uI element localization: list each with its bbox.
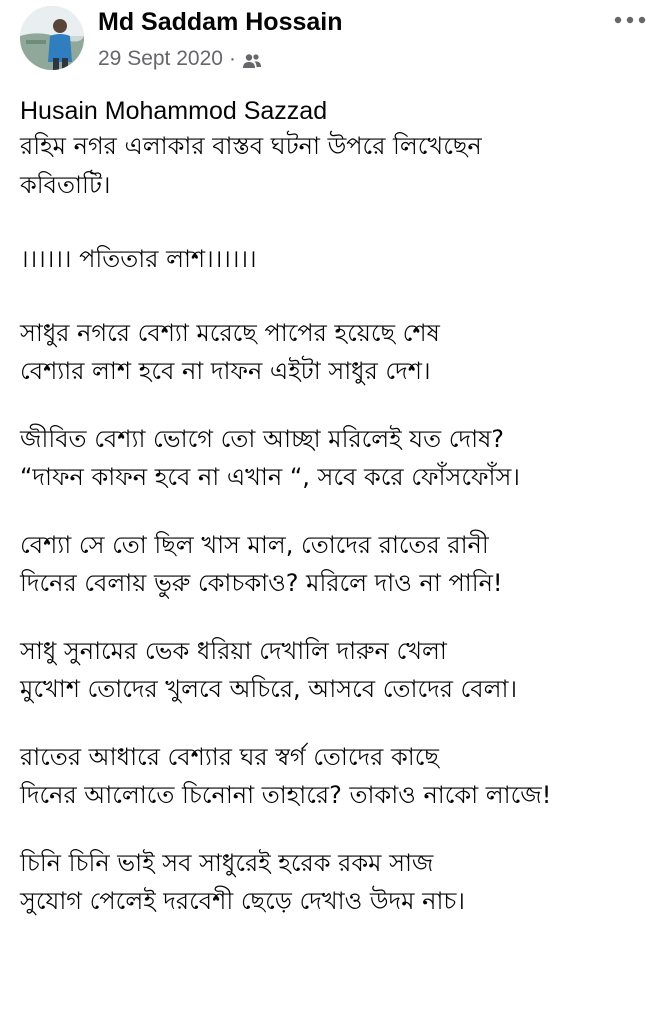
- author-avatar[interactable]: [20, 6, 84, 70]
- stanza-line: জীবিত বেশ্যা ভোগে তো আচ্ছা মরিলেই যত দোষ?: [20, 425, 505, 453]
- stanza-gap: [20, 708, 650, 738]
- stanza-gap: [20, 602, 650, 632]
- stanza-gap: [20, 496, 650, 526]
- spacer: [20, 204, 650, 242]
- poem-title: ।।।।।। পতিতার লাশ।।।।।।: [20, 245, 257, 273]
- intro-line: কবিতাটি।: [20, 171, 111, 199]
- more-options-button[interactable]: [612, 10, 648, 30]
- stanza-gap: [20, 814, 650, 844]
- stanza-line: বেশ্যার লাশ হবে না দাফন এইটা সাধুর দেশ।: [20, 357, 431, 385]
- intro-line: রহিম নগর এলাকার বাস্তব ঘটনা উপরে লিখেছেন: [20, 132, 482, 160]
- stanza-line: সাধু সুনামের ভেক ধরিয়া দেখালি দারুন খেলা: [20, 637, 447, 665]
- poem-byline: Husain Mohammod Sazzad: [20, 97, 328, 125]
- meta-separator: ·: [228, 47, 236, 70]
- stanza-line: চিনি চিনি ভাই সব সাধুরেই হরেক রকম সাজ: [20, 849, 434, 877]
- stanza-gap: [20, 390, 650, 420]
- post-body: [20, 96, 650, 920]
- stanza-line: “দাফন কাফন হবে না এখান “, সবে করে ফোঁসফোঁস।: [20, 463, 520, 491]
- post-meta: [98, 46, 262, 72]
- post-date[interactable]: 29 Sept 2020: [98, 47, 223, 70]
- stanza-line: মুখোশ তোদের খুলবে অচিরে, আসবে তোদের বেলা।: [20, 675, 518, 703]
- stanza-line: বেশ্যা সে তো ছিল খাস মাল, তোদের রাতের রানী: [20, 531, 489, 559]
- stanza-line: দিনের আলোতে চিনোনা তাহারে? তাকাও নাকো লাজে!: [20, 781, 552, 809]
- author-name[interactable]: Md Saddam Hossain: [98, 8, 343, 36]
- friends-icon[interactable]: [242, 51, 262, 67]
- stanza-line: সুযোগ পেলেই দরবেশী ছেড়ে দেখাও উদম নাচ।: [20, 887, 465, 915]
- stanza-line: দিনের বেলায় ভুরু কোচকাও? মরিলে দাও না পানি!: [20, 569, 503, 597]
- more-options-icon: [614, 16, 646, 24]
- stanza-line: সাধুর নগরে বেশ্যা মরেছে পাপের হয়েছে শেষ: [20, 319, 440, 347]
- avatar-photo: [20, 6, 84, 70]
- post-header: [0, 0, 668, 80]
- stanza-line: রাতের আধারে বেশ্যার ঘর স্বর্গ তোদের কাছে: [20, 743, 439, 771]
- spacer: [20, 276, 650, 314]
